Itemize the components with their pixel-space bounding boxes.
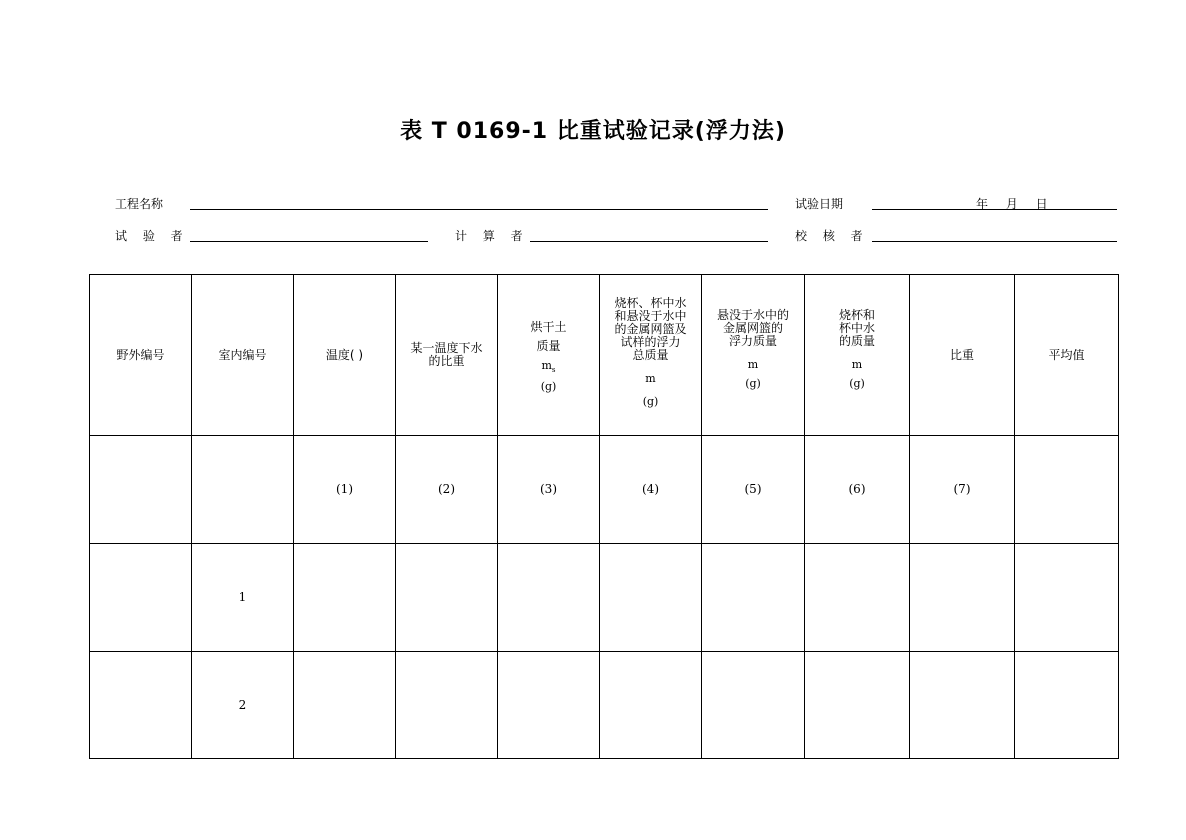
project-name-label: 工程名称	[115, 197, 164, 211]
data-cell[interactable]	[1015, 652, 1119, 759]
data-cell[interactable]	[1015, 544, 1119, 652]
cell	[192, 436, 294, 544]
header-specific-gravity: 比重	[910, 275, 1015, 436]
data-cell[interactable]	[805, 652, 910, 759]
data-cell[interactable]	[294, 652, 396, 759]
test-date-label: 试验日期	[795, 197, 844, 211]
lab-no-cell: 1	[192, 544, 294, 652]
data-cell[interactable]	[702, 544, 805, 652]
col-number: (5)	[702, 436, 805, 544]
project-name-field[interactable]	[190, 209, 768, 210]
page-title: 表 T 0169-1 比重试验记录(浮力法)	[400, 119, 786, 144]
data-cell[interactable]	[498, 544, 600, 652]
col-number: (1)	[294, 436, 396, 544]
data-cell[interactable]	[805, 544, 910, 652]
table-row	[90, 544, 1119, 652]
checker-label: 校 核 者	[795, 229, 869, 243]
header-dry-mass: 烘干土 质量 $m_s$ (g)	[498, 275, 600, 436]
data-cell[interactable]	[294, 544, 396, 652]
header-water-sg: 某一温度下水 的比重	[396, 275, 498, 436]
cell	[90, 436, 192, 544]
col-number: (7)	[910, 436, 1015, 544]
header-basket-buoyant-mass: 悬没于水中的 金属网篮的 浮力质量 m (g)	[702, 275, 805, 436]
table-row	[90, 652, 1119, 759]
data-cell[interactable]	[498, 652, 600, 759]
data-cell[interactable]	[702, 652, 805, 759]
col-number: (4)	[600, 436, 702, 544]
data-cell[interactable]	[396, 544, 498, 652]
col-number: (6)	[805, 436, 910, 544]
tester-field[interactable]	[190, 241, 428, 242]
checker-field[interactable]	[872, 241, 1117, 242]
column-number-row	[90, 436, 1119, 544]
test-date-value: 年 月 日	[976, 197, 1048, 211]
tester-label: 试 验 者	[115, 229, 189, 243]
data-cell[interactable]	[600, 652, 702, 759]
calculator-field[interactable]	[530, 241, 768, 242]
header-row	[90, 275, 1119, 436]
col-number: (3)	[498, 436, 600, 544]
header-total-buoyant-mass: 烧杯、杯中水 和悬没于水中 的金属网篮及 试样的浮力 总质量 m (g)	[600, 275, 702, 436]
cell	[1015, 436, 1119, 544]
header-field-no: 野外编号	[90, 275, 192, 436]
data-cell[interactable]	[910, 544, 1015, 652]
header-average: 平均值	[1015, 275, 1119, 436]
field-no-cell[interactable]	[90, 544, 192, 652]
data-cell[interactable]	[396, 652, 498, 759]
record-table	[89, 274, 1119, 759]
calculator-label: 计 算 者	[455, 229, 529, 243]
lab-no-cell: 2	[192, 652, 294, 759]
data-cell[interactable]	[600, 544, 702, 652]
data-cell[interactable]	[910, 652, 1015, 759]
header-temperature: 温度( )	[294, 275, 396, 436]
field-no-cell[interactable]	[90, 652, 192, 759]
header-lab-no: 室内编号	[192, 275, 294, 436]
header-beaker-water-mass: 烧杯和 杯中水 的质量 m (g)	[805, 275, 910, 436]
col-number: (2)	[396, 436, 498, 544]
